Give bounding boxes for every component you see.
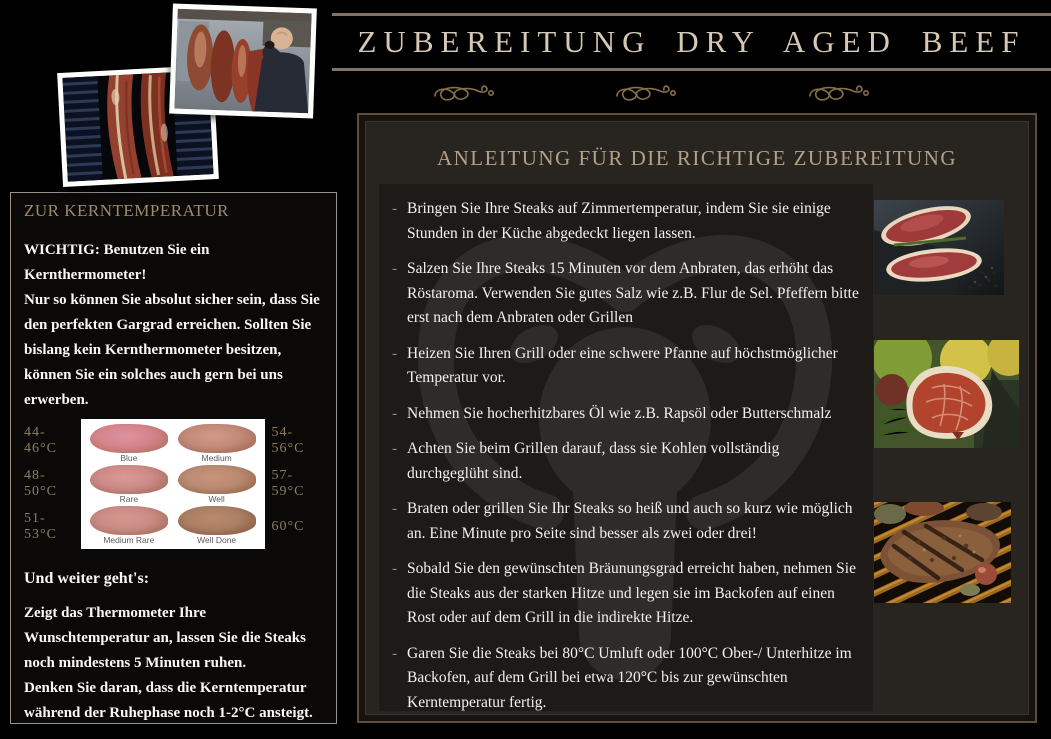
temp-label: 51-53°C	[24, 511, 57, 543]
temps-right-column	[265, 419, 323, 549]
next-steps-heading: Und weiter geht's:	[24, 570, 150, 588]
temp-label: 60°C	[271, 519, 305, 535]
butcher-photo-art	[174, 9, 311, 114]
grill-steak-art	[874, 502, 1011, 603]
doneness-cell	[173, 506, 261, 547]
flourish-icon	[614, 83, 680, 107]
steak-slice-well	[178, 465, 256, 494]
instructions-text-block	[379, 184, 873, 711]
doneness-label: Blue	[120, 453, 138, 463]
doneness-cell	[85, 506, 173, 547]
thermometer-body-text: Nur so können Sie absolut sicher sein, dass Sie den perfekten Gargrad erreichen. Sollten Sie bislang kein Kernthermometer besitzen, können Sie ein solches auch gern bei uns erwerben.	[24, 292, 320, 408]
steak-slice-blue	[90, 424, 168, 453]
resting-text-2: Denken Sie daran, dass die Kerntemperatur während der Ruhephase noch 1-2°C ansteigt.	[24, 680, 313, 722]
grilled-steak-on-bbq-photo	[874, 502, 1011, 608]
tbone-steak-with-greens-photo	[874, 340, 1019, 453]
title-rule-bottom	[332, 68, 1051, 71]
doneness-label: Medium Rare	[103, 535, 155, 545]
steak-slice-medium-rare	[90, 506, 168, 535]
greens-steak-art	[874, 340, 1019, 448]
temp-label: 54-56°C	[271, 424, 305, 456]
resting-text-1: Zeigt das Thermometer Ihre Wunschtemperatur an, lassen Sie die Steaks noch mindestens 5 Minuten ruhen.	[24, 605, 306, 672]
instruction-step: - Sobald Sie den gewünschten Bräunungsgrad erreicht haben, nehmen Sie die Steaks aus der starken Hitze und legen sie im Backofen auf einen Rost oder auf dem Grill in die indirekte Hitze.	[407, 557, 861, 631]
instruction-steps-list	[379, 184, 873, 711]
right-panel-title: ANLEITUNG FÜR DIE RICHTIGE ZUBEREITUNG	[436, 146, 958, 170]
title-rule-top	[332, 13, 1051, 16]
butcher-in-meat-locker-photo	[169, 4, 317, 119]
steak-slice-medium	[178, 424, 256, 453]
slate-steak-art	[874, 200, 1004, 295]
preparation-panel	[357, 113, 1037, 723]
temp-label: 48-50°C	[24, 468, 57, 500]
steak-doneness-chart	[24, 419, 323, 549]
doneness-label: Well Done	[197, 535, 237, 545]
doneness-label: Rare	[119, 494, 139, 504]
flourish-icon	[432, 83, 498, 107]
doneness-cell	[173, 465, 261, 506]
steak-slice-well-done	[178, 506, 256, 535]
doneness-cell	[173, 424, 261, 465]
doneness-cell	[85, 465, 173, 506]
important-text: Benutzen Sie ein Kernthermometer!	[24, 242, 210, 283]
important-note	[24, 238, 323, 288]
instruction-step: - Nehmen Sie hocherhitzbares Öl wie z.B. Rapsöl oder Butterschmalz	[407, 402, 861, 427]
temp-label: 44-46°C	[24, 424, 57, 456]
instruction-step: - Heizen Sie Ihren Grill oder eine schwere Pfanne auf höchstmöglicher Temperatur vor.	[407, 342, 861, 391]
preparation-panel-inner	[365, 121, 1029, 715]
instruction-step: - Braten oder grillen Sie Ihr Steaks so heiß und auch so kurz wie möglich an. Eine Minute pro Seite sind besser als zwei oder drei!	[407, 497, 861, 546]
important-label: WICHTIG:	[24, 242, 100, 258]
instruction-step: - Salzen Sie Ihre Steaks 15 Minuten vor dem Anbraten, das erhöht das Röstaroma. Verwenden Sie gutes Salz wie z.B. Flur de Sel. Pfeffern bitte erst nach dem Anbraten oder Grillen	[407, 257, 861, 331]
doneness-label: Medium	[201, 453, 232, 463]
raw-tbone-steaks-on-slate-photo	[874, 200, 1004, 300]
left-panel-title: ZUR KERNTEMPERATUR	[24, 201, 229, 220]
page-title: ZUBEREITUNG DRY AGED BEEF	[357, 24, 1026, 59]
instruction-step: - Garen Sie die Steaks bei 80°C Umluft oder 100°C Ober-/ Unterhitze im Backofen, auf dem Grill bei etwa 120°C bis zur gewünschten Kerntemperatur fertig.	[407, 642, 861, 712]
doneness-cell	[85, 424, 173, 465]
instruction-step: - Bringen Sie Ihre Steaks auf Zimmertemperatur, indem Sie sie einige Stunden in der Küche abgedeckt liegen lassen.	[407, 197, 861, 246]
doneness-label: Well	[208, 494, 225, 504]
steak-slice-rare	[90, 465, 168, 494]
instruction-step: - Achten Sie beim Grillen darauf, dass sie Kohlen vollständig durchgeglüht sind.	[407, 437, 861, 486]
flourish-icon	[807, 83, 873, 107]
temp-label: 57-59°C	[271, 468, 305, 500]
title-block	[332, 0, 1051, 110]
doneness-comparison-image	[81, 419, 265, 549]
temps-left-column	[24, 419, 81, 549]
core-temperature-panel	[10, 192, 337, 724]
